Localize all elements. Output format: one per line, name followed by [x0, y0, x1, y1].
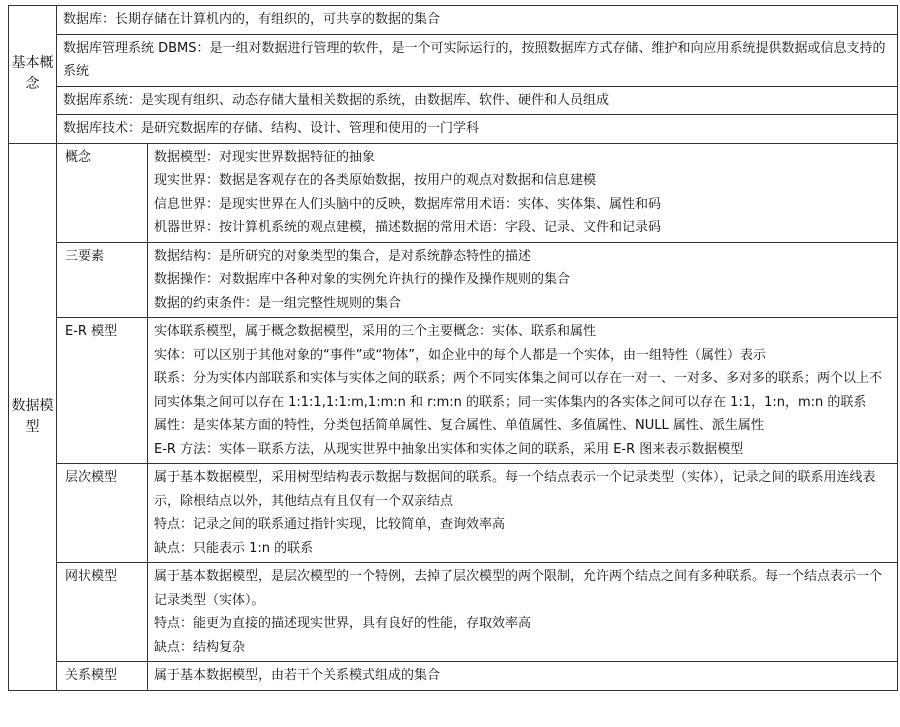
- table-row: [9, 242, 898, 318]
- content-line: 属于基本数据模型，采用树型结构表示数据与数据间的联系。每一个结点表示一个记录类型（实体），记录之间的联系用连线表示，除根结点以外，其他结点有且仅有一个双亲结点: [154, 470, 876, 509]
- content-cell: [148, 318, 898, 464]
- content-line: 特点：记录之间的联系通过指针实现，比较简单，查询效率高: [154, 517, 506, 532]
- table-row: [9, 115, 898, 144]
- notes-table: [8, 5, 898, 691]
- table-row: [9, 6, 898, 35]
- category-cell: 基本概念: [9, 6, 57, 144]
- content-line: 缺点：结构复杂: [154, 639, 246, 655]
- table-row: [9, 86, 898, 115]
- content-line: 数据的约束条件：是一组完整性规则的集合: [154, 295, 402, 311]
- content-line: 数据模型：对现实世界数据特征的抽象: [154, 149, 376, 165]
- table-row: [9, 662, 898, 691]
- subtopic-cell: 三要素: [57, 242, 148, 318]
- definition-cell: 数据库技术：是研究数据库的存储、结构、设计、管理和使用的一门学科: [57, 115, 898, 144]
- content-line: 缺点：只能表示 1:n 的联系: [154, 540, 314, 556]
- content-line: 数据操作：对数据库中各种对象的实例允许执行的操作及操作规则的集合: [154, 272, 571, 287]
- content-line: 实体：可以区别于其他对象的“事件”或“物体”，如企业中的每个人都是一个实体，由一组特性（属性）表示: [154, 347, 766, 363]
- content-line: 属性：是实体某方面的特性，分类包括简单属性、复合属性、单值属性、多值属性、NULL 属性、派生属性: [154, 418, 764, 433]
- content-cell: [148, 563, 898, 662]
- content-line: 数据结构：是所研究的对象类型的集合，是对系统静态特性的描述: [154, 248, 532, 264]
- content-line: 现实世界：数据是客观存在的各类原始数据，按用户的观点对数据和信息建模: [154, 173, 597, 188]
- notes-table-body: [9, 6, 898, 691]
- content-line: 联系：分为实体内部联系和实体与实体之间的联系；两个不同实体集之间可以存在一对一、一对多、多对多的联系；两个以上不同实体集之间可以存在 1:1:1,1:1:m,1:m:n 和 r:m:n 的联系；同一实体集内的各实体之间可以存在 1:1，1:n，m:n 的联系: [154, 371, 883, 410]
- table-row: [9, 563, 898, 662]
- content-line: 机器世界：按计算机系统的观点建模，描述数据的常用术语：字段、记录、文件和记录码: [154, 220, 662, 235]
- content-line: 实体联系模型，属于概念数据模型，采用的三个主要概念：实体、联系和属性: [154, 324, 597, 339]
- content-cell: [148, 242, 898, 318]
- content-line: 属于基本数据模型，是层次模型的一个特例，去掉了层次模型的两个限制，允许两个结点之间有多种联系。每一个结点表示一个记录类型（实体）。: [154, 569, 883, 608]
- definition-cell: 数据库：长期存储在计算机内的，有组织的，可共享的数据的集合: [57, 6, 898, 35]
- content-line: E-R 方法：实体－联系方法，从现实世界中抽象出实体和实体之间的联系，采用 E-R 图来表示数据模型: [154, 441, 744, 457]
- subtopic-cell: 概念: [57, 143, 148, 242]
- content-line: 特点：能更为直接的描述现实世界，具有良好的性能，存取效率高: [154, 616, 532, 631]
- definition-cell: 数据库管理系统 DBMS：是一组对数据进行管理的软件，是一个可实际运行的，按照数据库方式存储、维护和向应用系统提供数据或信息支持的系统: [57, 34, 898, 86]
- table-row: [9, 143, 898, 242]
- subtopic-cell: 层次模型: [57, 464, 148, 563]
- content-cell: [148, 464, 898, 563]
- content-cell: [148, 143, 898, 242]
- table-row: [9, 318, 898, 464]
- table-row: [9, 34, 898, 86]
- category-cell: 数据模型: [9, 143, 57, 690]
- subtopic-cell: 关系模型: [57, 662, 148, 691]
- subtopic-cell: 网状模型: [57, 563, 148, 662]
- definition-cell: 数据库系统：是实现有组织、动态存储大量相关数据的系统，由数据库、软件、硬件和人员组成: [57, 86, 898, 115]
- content-line: 信息世界：是现实世界在人们头脑中的反映，数据库常用术语：实体、实体集、属性和码: [154, 196, 662, 212]
- table-row: [9, 464, 898, 563]
- content-line: 属于基本数据模型，由若干个关系模式组成的集合: [154, 668, 441, 683]
- content-cell: [148, 662, 898, 691]
- subtopic-cell: E-R 模型: [57, 318, 148, 464]
